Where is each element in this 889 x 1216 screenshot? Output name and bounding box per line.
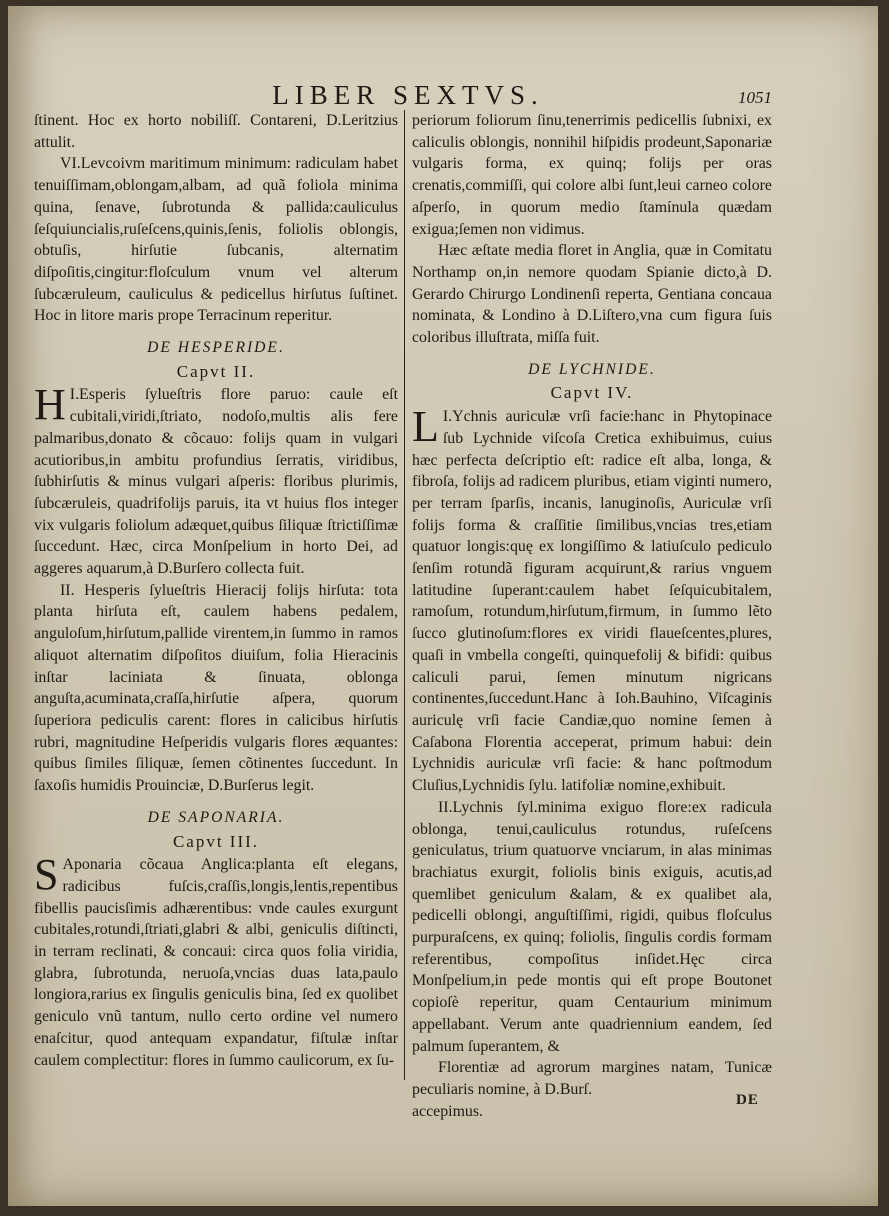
paragraph: periorum foliorum ſinu,tenerrimis pedicellis ſubnixi, ex caliculis oblongis, nonnihil hiſpidis prodeunt,Saponariæ vulgaris forma, ex quinq; folijs per oras crenatis,commiſſi, qui colore albi ſunt,leui carneo colore aſperſo, in quorum medio ſtamínula quædam exigua;ſemen non vidimus.: [412, 112, 772, 238]
drop-cap: L: [412, 402, 439, 452]
item-number: I.: [69, 386, 80, 404]
section-heading: DE SAPONARIA.: [147, 808, 285, 826]
chapter-heading: Capvt III.: [172, 831, 260, 851]
paragraph-with-initial: [412, 402, 772, 797]
paragraph-with-initial: [34, 850, 398, 1071]
book-page: [8, 6, 878, 1206]
paragraph-text: Aponaria cõcaua Anglica:planta eſt elegans, radicibus fuſcis,craſſis,longis,lentis,repentibus fibellis paucisſimis adhærentibus: vnde caules exurgunt cubitales,rotundi,ſtriati,glabri & albi, geniculis diſtincti, in terram reclinati, & concaui: circa quos folia viridia, glabra, ſubrotunda, neruoſa,vncias duas lata,paulo longiora,rarius ex ſingulis geniculis bina, ſed ex quolibet geniculo vnũ tantum, nullo certo ordine vel numero enaſcitur, quod antequam expandatur, fiſtulæ inſtar caulem complectitur: flores in ſummo caulicorum, ex ſu-: [34, 856, 398, 1069]
catchword: DE: [736, 1092, 759, 1108]
paragraph: ſtinent. Hoc ex horto nobiliſſ. Contareni, D.Leritzius attulit.: [34, 112, 398, 151]
paragraph: II.Lychnis ſyl.minima exiguo flore:ex radicula oblonga, tenui,cauliculus rotundus, ruſeſcens geniculatus, trium quatuorve vnciarum, in alas minimas brachiatus exurgit, foliolis binis exiguis, acutis,ad quemlibet geniculum &alam, & ex qualibet ala, pedicelli oblongi, anguſtiſſimi, rigidi, quibus floſculus purpuraſcens, ex quinq; foliolis, ſingulis cordis formam referentibus, compoſitus inſidet.Hęc circa Monſpelium,in pede montis qui eſt prope Boutonet copioſè reperitur, quam Centaurium minimum appellabant. Verum ante quadriennium eandem, ſed palmum ſuperantem, &: [412, 798, 772, 1055]
page-number: 1051: [738, 88, 772, 107]
chapter-heading: Capvt II.: [176, 361, 256, 381]
paragraph: VI.Levcoivm maritimum minimum: radiculam habet tenuiſſimam,oblongam,albam, ad quã foliola minima quina, ſenave, ſubrotunda & pallida:cauliculus ſeſquiuncialis,ruſeſcens,quinis,ſenis, foliolis oblongis, obtuſis, hirſutie ſubcanis, alternatim diſpoſitis,cingitur:floſculum vnum vel alterum ſubcæruleum, cauliculus & pedicellus hirſutus ſuſtinet. Hoc in litore maris prope Terracinum reperitur.: [34, 155, 398, 325]
chapter-heading: Capvt IV.: [550, 383, 634, 403]
item-number: I.: [442, 408, 453, 426]
closing-line: accepimus.: [412, 1102, 484, 1120]
drop-cap: S: [34, 850, 59, 900]
paragraph-with-initial: [34, 380, 398, 579]
paragraph: Hæc æſtate media floret in Anglia, quæ in Comitatu Northamp on,in nemore quodam Spianie dicto,à D. Gerardo Chirurgo Londinenſi reperta, Gentiana concaua nominata, & Londino à D.Liſtero,vna cum figura ſuis coloribus illuſtrata, miſſa fuit.: [412, 242, 772, 347]
running-title: LIBER SEXTVS.: [272, 80, 544, 110]
column-divider: [404, 110, 405, 1080]
paragraph-text: Ychnis auriculæ vrſi facie:hanc in Phytopinace ſub Lychnide viſcoſa Cretica exhibuimus, cuius hæc perfecta deſcriptio eſt: radice eſt alba, longa, & fibroſa, folijs ad radicem pluribus, etiam viginti numero, per terram ſparſis, incanis, lanuginoſis, Auriculæ vrſi folijs forma & craſſitie ſimilibus,vncias tres,etiam quatuor longis:quę ex longiſſimo & latiuſculo pediculo ſenſim rotundã figuram acquirunt,& rarius vnguem latitudine ſuperant:caulem habet ſeſquicubitalem, ramoſum, rotundum,hirſutum,firmum, in ſummo lẽto ſucco glutinoſum:flores ex viridi flaueſcentes,plures, quaſi in vmbella congeſti, quinquefolij & bifidi: quibus caliculi parui, ſemen minutum nigricans continentes,ſuccedunt.Hanc à Ioh.Bauhino, Viſcaginis auriculę vrſi facie Candiæ,quo nomine ſemen à Caſabona Florentia acceperat, primum habui: dein Lychnidis auriculæ vrſi facie: & hanc poſtmodum Cluſius,Lychnidis ſylu. latifoliæ nomine,exhibuit.: [412, 408, 772, 795]
left-column: [34, 110, 398, 1071]
drop-cap: H: [34, 380, 66, 430]
right-column: [412, 110, 772, 1122]
section-heading: DE HESPERIDE.: [147, 339, 285, 357]
paragraph-text: Esperis ſylueſtris flore paruo: caule eſt cubitali,viridi,ſtriato, nodoſo,multis alis fere palmaribus,donato & cõcauo: folijs quam in vulgari acutioribus,in ambitu profundius ſerratis, viridibus, ſubhirſutis & minus vulgari aſperis: floribus plurimis, ſubcæruleis, quadrifolijs paruis, ita vt huius flos integer vix vulgaris foliolum adæquet,quibus ſiliquæ ſtrictiſſimæ ſuccedunt. Hæc, circa Monſpelium in horto Dei, ad aggeres aquarum,à D.Burſero collecta fuit.: [34, 386, 398, 578]
section-heading: DE LYCHNIDE.: [528, 360, 656, 378]
paragraph: Florentiæ ad agrorum margines natam, Tunicæ peculiaris nomine, à D.Burſ.: [412, 1059, 772, 1098]
paragraph: II. Hesperis ſylueſtris Hieracij folijs hirſuta: tota planta hirſuta eſt, caulem habens pedalem, anguloſum,hirſutum,pallide virentem,in ſummo in ramos aliquot alternatim diſpoſitos diuiſum, folia Hieracinis inſtar laciniata & ſinuata, oblonga anguſta,acuminata,craſſa,hirſutie aſpera, quorum ſuperiora pediculis carent: flores in calicibus hirſutis rubri, magnitudine Heſperidis vulgaris flores æquantes: quibus ſimiles ſiliquæ, ſemen cõtinentes ſuccedunt. In ſaxoſis humidis Prouinciæ, D.Burſerus legit.: [34, 581, 398, 795]
